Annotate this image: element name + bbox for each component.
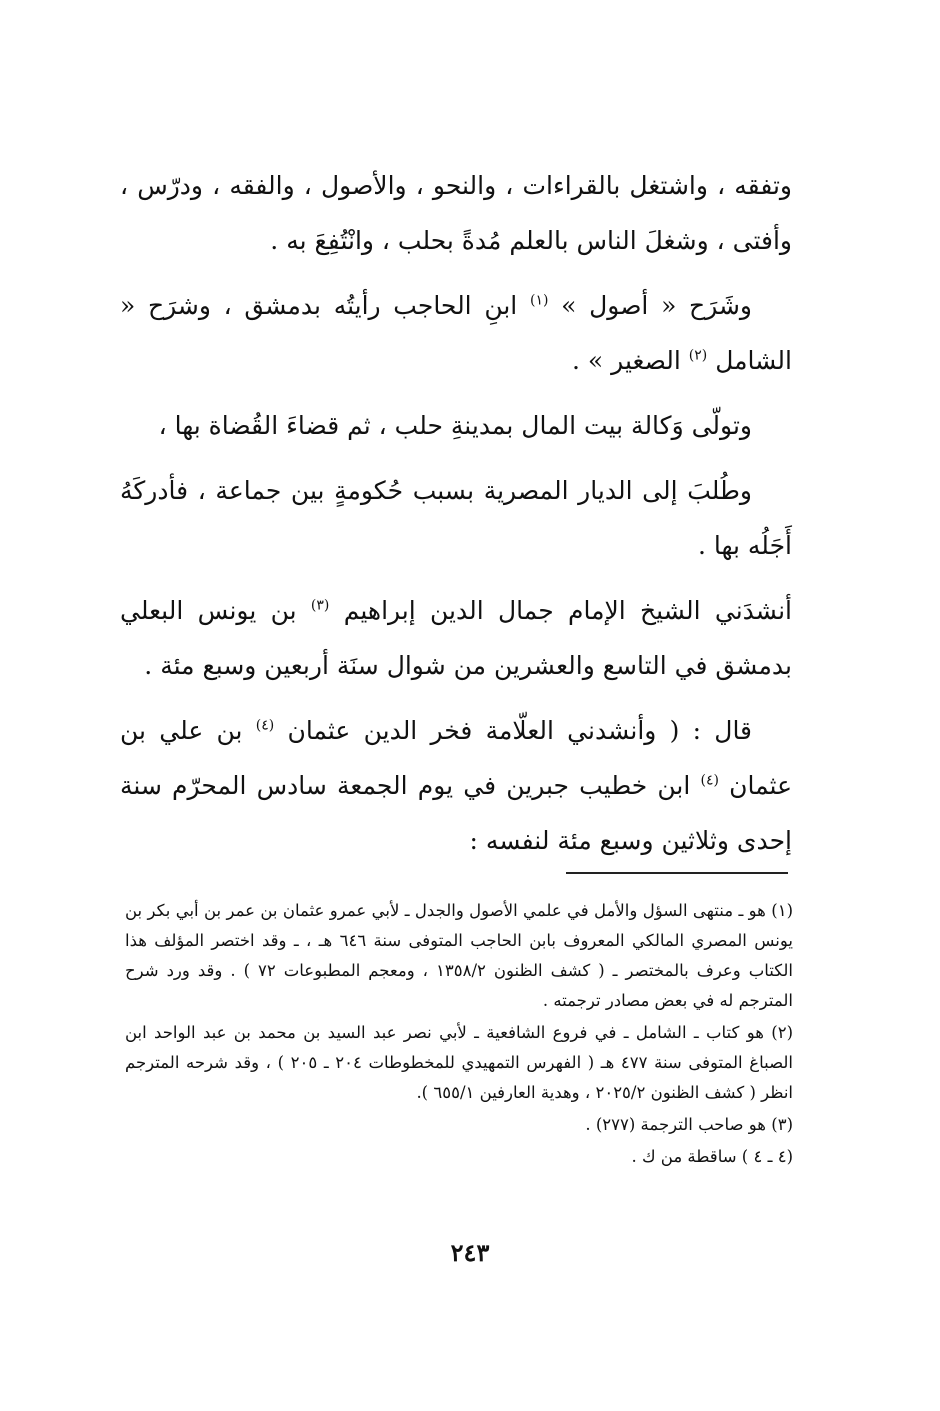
paragraph-study	[120, 158, 792, 268]
footnotes	[125, 896, 793, 1174]
footnote-divider	[566, 872, 788, 874]
paragraph-commentary-part3: الصغير » .	[572, 346, 681, 375]
paragraph-recital-part2: بن يونس البعلي بدمشق في التاسع والعشرين من شوال سنَة أربعين وسبع مئة .	[120, 596, 792, 680]
paragraph-commentary-part1: وشَرَح « أصول »	[561, 291, 753, 320]
footnote-mark-4a: (٤)	[255, 717, 275, 734]
footnote-4: (٤ ـ ٤ ) ساقطة من ك .	[631, 1147, 793, 1166]
footnote-mark-2: (٢)	[688, 347, 708, 364]
paragraph-office	[120, 398, 792, 453]
paragraph-quote	[120, 703, 792, 868]
paragraph-commentary	[120, 278, 792, 388]
footnote-mark-1: (١)	[529, 292, 549, 309]
paragraph-commentary-part2: ابنِ الحاجب رأيتُه بدمشق ، وشرَح « الشامل	[120, 291, 792, 375]
footnote-mark-3: (٣)	[310, 597, 330, 614]
paragraph-death-text: وطُلبَ إلى الديار المصرية بسبب حُكومةٍ بين جماعة ، فأدركَهُ أَجَلُه بها .	[120, 476, 792, 560]
footnote-1: (١) هو ـ منتهى السؤل والأمل في علمي الأصول والجدل ـ لأبي عمرو عثمان بن عمر بن أبي بكر بن يونس المصري المالكي المعروف بابن الحاجب المتوفى سنة ٦٤٦ هـ ، ـ وقد اختصر المؤلف هذا الكتاب وعرف بالمختصر ـ ( كشف الظنون ١٣٥٨/٢ ، ومعجم المطبوعات ٧٢ ) . وقد ورد شرح المترجم له في بعض مصادر ترجمته .	[125, 901, 793, 1010]
paragraph-quote-part2: بن علي بن عثمان	[120, 716, 792, 800]
footnote-3: (٣) هو صاحب الترجمة (٢٧٧) .	[585, 1115, 793, 1134]
paragraph-recital-part1: أنشدَني الشيخ الإمام جمال الدين إبراهيم	[343, 596, 792, 625]
page-number: ٢٤٣	[450, 1238, 490, 1267]
paragraph-death	[120, 463, 792, 573]
paragraph-study-text: وتفقه ، واشتغل بالقراءات ، والنحو ، والأصول ، والفقه ، ودرّس ، وأفتى ، وشغلَ الناس بالعلم مُدةً بحلب ، وانْتُفِعَ به .	[120, 171, 792, 255]
paragraph-recital	[120, 583, 792, 693]
main-text	[120, 158, 792, 878]
footnote-2: (٢) هو كتاب ـ الشامل ـ في فروع الشافعية ـ لأبي نصر عبد السيد بن محمد بن عبد الواحد ابن الصباغ المتوفى سنة ٤٧٧ هـ ( الفهرس التمهيدي للمخطوطات ٢٠٤ ـ ٢٠٥ ) ، وقد شرحه المترجم انظر ( كشف الظنون ٢٠٢٥/٢ ، وهدية العارفين ٦٥٥/١ ).	[125, 1023, 794, 1102]
footnote-mark-4b: (٤)	[700, 772, 719, 789]
paragraph-quote-part3: ابن خطيب جبرين في يوم الجمعة سادس المحرّم سنة إحدى وثلاثين وسبع مئة لنفسه :	[120, 771, 792, 855]
paragraph-office-text: وتولّى وَكالة بيت المال بمدينةِ حلب ، ثم قضاءَ القُضاة بها ،	[158, 411, 752, 440]
paragraph-quote-part1: قال : ( وأنشدني العلّامة فخر الدين عثمان	[287, 716, 753, 745]
